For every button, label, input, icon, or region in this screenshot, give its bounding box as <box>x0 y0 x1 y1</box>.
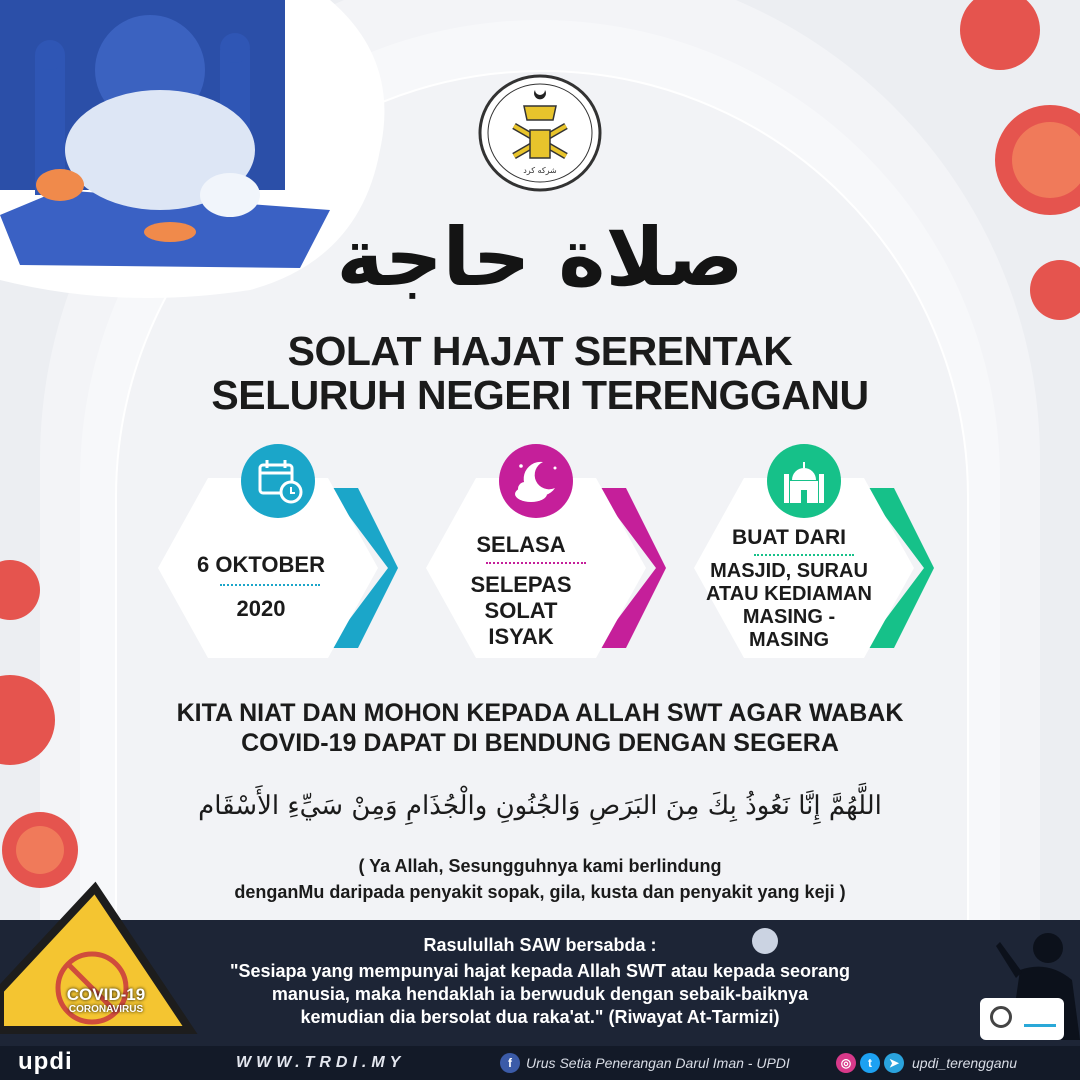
niat-line-2: COVID-19 DAPAT DI BENDUNG DENGAN SEGERA <box>241 729 839 757</box>
instagram-icon[interactable]: ◎ <box>836 1053 856 1073</box>
calendar-icon <box>241 444 315 518</box>
hadith-intro: Rasulullah SAW bersabda : <box>423 935 657 955</box>
card-time-line-1: SELASA <box>476 532 566 557</box>
facebook-icon[interactable]: f <box>500 1053 520 1073</box>
footer-bar <box>0 1046 1080 1080</box>
card-date-divider <box>220 584 320 586</box>
niat-line-1: KITA NIAT DAN MOHON KEPADA ALLAH SWT AGAR WABAK <box>176 699 904 727</box>
hadith-line-1: "Sesiapa yang mempunyai hajat kepada Allah SWT atau kepada seorang <box>229 961 851 981</box>
terengganu-crest-logo <box>478 74 602 192</box>
card-venue-divider <box>754 554 854 556</box>
card-time-line-3: SOLAT <box>484 598 558 623</box>
card-venue-line-2: MASJID, SURAU <box>710 560 868 582</box>
moon-cloud-icon <box>499 444 573 518</box>
partner-logos <box>980 998 1064 1040</box>
card-time-line-2: SELEPAS <box>470 572 572 597</box>
card-time-line-4: ISYAK <box>488 624 554 649</box>
title-arabic: صلاة حاجة <box>336 211 744 304</box>
card-venue-line-5: MASING <box>749 629 829 651</box>
mosque-icon <box>767 444 841 518</box>
card-venue-line-3: ATAU KEDIAMAN <box>706 583 872 605</box>
title-line-1: SOLAT HAJAT SERENTAK <box>287 328 793 374</box>
doa-translation-line-2: denganMu daripada penyakit sopak, gila, kusta dan penyakit yang keji ) <box>234 882 846 902</box>
card-venue-line-4: MASING - <box>742 606 836 628</box>
facebook-page-label[interactable]: Urus Setia Penerangan Darul Iman - UPDI <box>526 1055 790 1071</box>
partner-logo-2 <box>1024 1010 1056 1027</box>
website-link[interactable]: WWW.TRDI.MY <box>236 1054 406 1071</box>
hadith-line-2: manusia, maka hendaklah ia berwuduk dengan sebaik-baiknya <box>271 984 809 1004</box>
info-card-time <box>426 470 636 666</box>
card-venue-line-1: BUAT DARI <box>732 526 846 549</box>
card-date-line-2: 2020 <box>236 596 286 621</box>
partner-logo-1 <box>990 1006 1012 1028</box>
covid-badge-subtitle: CORONAVIRUS <box>68 1004 144 1015</box>
covid-warning-badge <box>0 880 200 1060</box>
info-card-venue <box>694 470 904 666</box>
covid-badge-title: COVID-19 <box>66 985 146 1004</box>
social-handle[interactable]: updi_terengganu <box>912 1055 1018 1071</box>
doa-arabic: اللَّهُمَّ إِنَّا نَعُوذُ بِكَ مِنَ البَرَصِ وَالجُنُونِ والْجُذَامِ وَمِنْ سَيِّءِ الأَسْقَام <box>198 791 882 821</box>
info-card-date <box>158 470 368 666</box>
twitter-icon[interactable]: t <box>860 1053 880 1073</box>
title-line-2: SELURUH NEGERI TERENGGANU <box>211 372 869 418</box>
card-time-divider <box>486 562 586 564</box>
crest-caption: شرکه كرد <box>523 166 557 175</box>
hadith-line-3: kemudian dia bersolat dua raka'at." (Riwayat At-Tarmizi) <box>300 1007 780 1027</box>
telegram-icon[interactable]: ➤ <box>884 1053 904 1073</box>
updi-logo: updi <box>18 1048 73 1075</box>
doa-translation-line-1: ( Ya Allah, Sesungguhnya kami berlindung <box>358 856 722 876</box>
card-date-line-1: 6 OKTOBER <box>197 552 325 577</box>
